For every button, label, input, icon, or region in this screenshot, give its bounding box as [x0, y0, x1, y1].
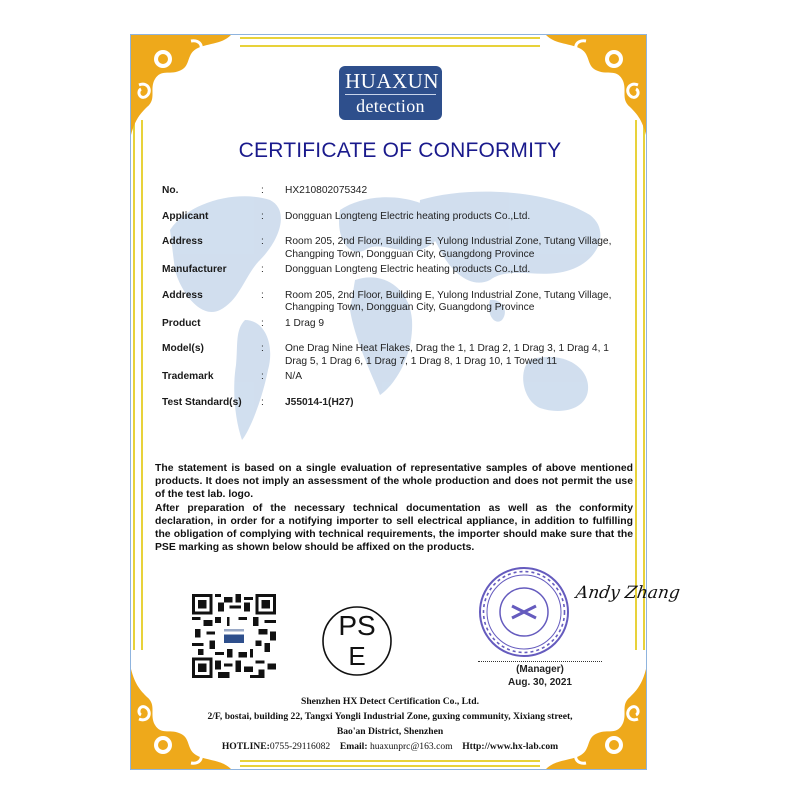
field-row-applicant	[162, 211, 628, 224]
trademark-value: N/A	[285, 371, 302, 382]
corner-ornament-top-left-icon	[131, 35, 231, 135]
logo-brand: HUAXUN	[345, 66, 436, 95]
field-row-trademark	[162, 371, 628, 384]
border-line-left-inner	[141, 120, 143, 650]
product-value: 1 Drag 9	[285, 317, 325, 329]
pse-mark-icon	[321, 605, 393, 677]
company-name: Shenzhen HX Detect Certification Co., Ltd.	[301, 696, 479, 707]
field-row-models	[162, 343, 628, 368]
pse-mark-bottom: E	[348, 641, 366, 671]
field-row-manufacturer-address	[162, 290, 628, 315]
border-line-top-inner	[240, 45, 540, 47]
applicant-address-value: Room 205, 2nd Floor, Building E, Yulong Industrial Zone, Tutang Village, Changping Town, Dongguan City, Guangdong Province	[285, 236, 612, 260]
border-line-top-outer	[240, 37, 540, 39]
field-colon: :	[261, 371, 264, 382]
footer-contact	[150, 739, 630, 754]
footer	[150, 694, 630, 754]
field-colon: :	[261, 343, 264, 354]
company-seal-stamp	[478, 566, 570, 658]
issue-date: Aug. 30, 2021	[508, 677, 572, 688]
field-row-manufacturer	[162, 264, 628, 277]
border-line-bottom-outer	[240, 765, 540, 767]
applicant-value: Dongguan Longteng Electric heating products Co.,Ltd.	[285, 210, 531, 222]
pse-mark-top: PS	[338, 610, 376, 641]
field-colon: :	[261, 185, 264, 196]
website-link[interactable]: www.hx-lab.com	[489, 741, 559, 752]
manufacturer-address-value: Room 205, 2nd Floor, Building E, Yulong Industrial Zone, Tutang Village, Changping Town, Dongguan City, Guangdong Province	[285, 289, 612, 313]
certificate-fields	[162, 185, 628, 409]
field-row-applicant-address	[162, 236, 628, 261]
huaxun-logo	[339, 66, 442, 120]
field-colon: :	[261, 236, 264, 247]
signer-role: (Manager)	[516, 664, 564, 675]
field-label: No.	[162, 185, 179, 196]
field-colon: :	[261, 210, 264, 222]
email-label: Email:	[339, 741, 368, 752]
models-value: One Drag Nine Heat Flakes, Drag the 1, 1 Drag 2, 1 Drag 3, 1 Drag 4, 1 Drag 5, 1 Drag 6, 1 Drag 7, 1 Drag 8, 1 Drag 10, 1 Towed 11	[285, 343, 609, 367]
statement-paragraph-1: The statement is based on a single evaluation of representative samples of above mentioned products. It does not imply an assessment of the whole production and does not permit the use of the test lab. logo.	[155, 463, 633, 501]
border-line-right-inner	[635, 120, 637, 650]
signature: Andy Zhang	[574, 583, 682, 603]
border-line-left-outer	[133, 120, 135, 650]
field-label: Address	[162, 289, 203, 301]
field-colon: :	[261, 396, 264, 408]
hotline-number: 0755-29116082	[269, 741, 331, 752]
field-label: Model(s)	[162, 343, 204, 354]
field-label: Trademark	[162, 371, 214, 382]
field-label: Manufacturer	[162, 264, 227, 275]
page-title: CERTIFICATE OF CONFORMITY	[238, 139, 562, 162]
manufacturer-value: Dongguan Longteng Electric heating products Co.,Ltd.	[285, 264, 531, 275]
address-line-2: Bao'an District, Shenzhen	[336, 726, 444, 737]
field-row-number	[162, 185, 628, 198]
address-line-1: 2/F, bostai, building 22, Tangxi Yongli Industrial Zone, guxing community, Xixiang street,	[207, 711, 573, 722]
logo-subtitle: detection	[356, 96, 425, 116]
border-line-bottom-inner	[240, 760, 540, 762]
qr-code	[192, 594, 276, 678]
test-standard-value: J55014-1(H27)	[285, 396, 354, 408]
web-label: Http://	[462, 741, 490, 752]
border-line-right-outer	[643, 120, 645, 650]
footer-address-line-2	[150, 724, 630, 739]
footer-address-line-1	[150, 709, 630, 724]
statement-paragraph-2: After preparation of the necessary technical documentation as well as the conformity declaration, in order for a notifying importer to sell electrical appliance, in addition to fulfilling the obligation of complying with technical requirements, the importer should make sure that the PSE marking as shown below should be affixed on the products.	[155, 502, 633, 554]
email-link[interactable]: huaxunprc@163.com	[369, 741, 453, 752]
certificate-number: HX210802075342	[285, 185, 368, 196]
field-label: Address	[162, 236, 203, 247]
corner-ornament-top-right-icon	[546, 35, 646, 135]
field-colon: :	[261, 289, 264, 301]
field-colon: :	[261, 317, 264, 329]
signature-line	[478, 661, 602, 662]
field-colon: :	[261, 264, 264, 275]
field-row-product	[162, 318, 628, 331]
field-row-test-standard	[162, 397, 628, 410]
hotline-label: HOTLINE:	[221, 741, 270, 752]
field-label: Applicant	[162, 210, 209, 222]
statement-text	[155, 462, 633, 554]
field-label: Test Standard(s)	[162, 396, 242, 408]
field-label: Product	[162, 317, 201, 329]
footer-company	[150, 694, 630, 709]
